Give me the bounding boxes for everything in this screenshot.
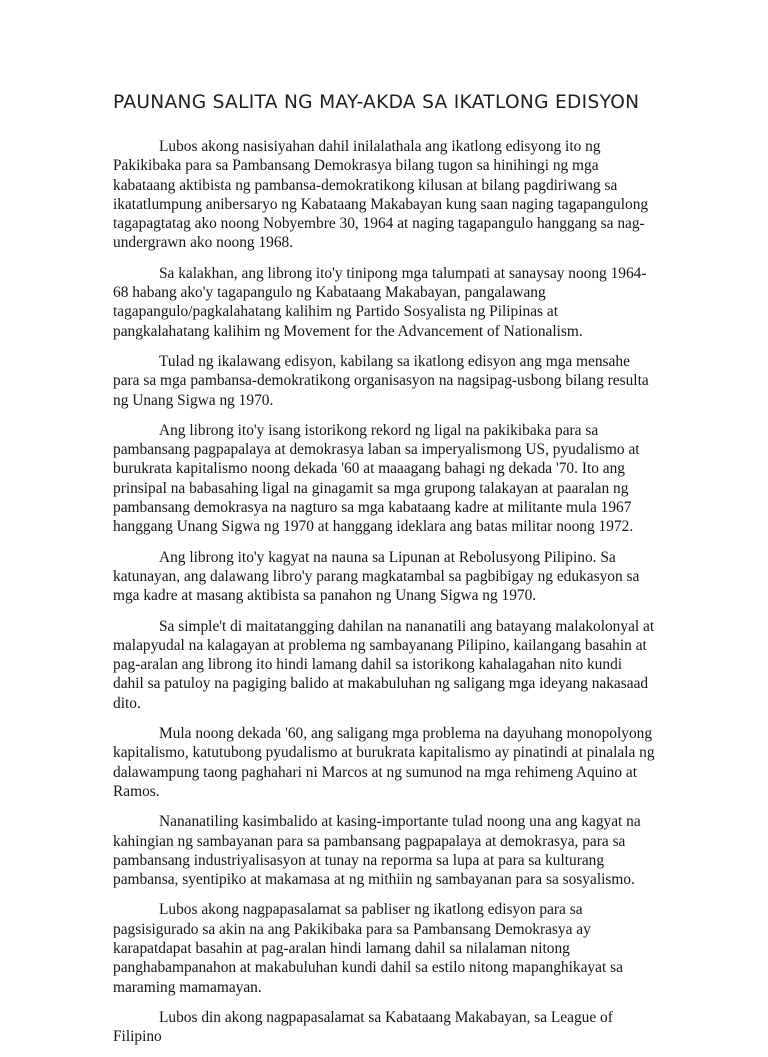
document-title: PAUNANG SALITA NG MAY-AKDA SA IKATLONG EDISYON xyxy=(113,92,640,113)
paragraph-4: Ang librong ito'y isang istorikong rekord ng ligal na pakikibaka para sa pambansang pagpapalaya at demokrasya laban sa imperyalismong US, pyudalismo at burukrata kapitalismo noong dekada '60 at maaagang bahagi ng dekada '70. Ito ang prinsipal na babasahing ligal na ginagamit sa mga grupong talakayan at paaralan ng pambansang demokrasya na nagturo sa mga kabataang kadre at militante mula 1967 hanggang Unang Sigwa ng 1970 at hanggang ideklara ang batas militar noong 1972. xyxy=(113,421,640,536)
paragraph-1: Lubos akong nasisiyahan dahil inilalathala ang ikatlong edisyong ito ng Pakikibaka para sa Pambansang Demokrasya bilang tugon sa hinihingi ng mga kabataang aktibista ng pambansa-demokratikong kilusan at bilang pagdiriwang sa ikatatlumpung anibersaryo ng Kabataang Makabayan kung saan naging tagapangulong tagapagtatag ako noong Nobyembre 30, 1964 at naging tagapangulo hanggang sa nag-undergrawn ako noong 1968. xyxy=(113,138,649,252)
paragraph-10: Lubos din akong nagpapasalamat sa Kabataang Makabayan, sa League of Filipino xyxy=(113,1008,613,1046)
paragraph-6: Sa simple't di maitatangging dahilan na nananatili ang batayang malakolonyal at malapyudal na kalagayan at problema ng sambayanang Pilipino, kailangang basahin at pag-aralan ang librong ito hindi lamang dahil sa istorikong kahalagahan nito kundi dahil sa patuloy na pagiging balido at makabuluhan ng saligang mga ideyang nakasaad dito. xyxy=(113,617,655,712)
paragraph-2: Sa kalakhan, ang librong ito'y tinipong mga talumpati at sanaysay noong 1964-68 habang ako'y tagapangulo ng Kabataang Makabayan, pangalawang tagapangulo/pagkalahatang kalihim ng Partido Sosyalista ng Pilipinas at pangkalahatang kalihim ng Movement for the Advancement of Nationalism. xyxy=(113,264,647,340)
paragraph-3: Tulad ng ikalawang edisyon, kabilang sa ikatlong edisyon ang mga mensahe para sa mga pambansa-demokratikong organisasyon na nagsipag-usbong bilang resulta ng Unang Sigwa ng 1970. xyxy=(113,352,649,409)
paragraph-9: Lubos akong nagpapasalamat sa pabliser ng ikatlong edisyon para sa pagsisigurado sa akin na ang Pakikibaka para sa Pambansang Demokrasya ay karapatdapat basahin at pag-aralan hindi lamang dahil sa nilalaman nitong panghabampanahon at makabuluhan kundi dahil sa estilo nitong mapanghikayat sa maraming mamamayan. xyxy=(113,901,623,996)
paragraph-7: Mula noong dekada '60, ang saligang mga problema na dayuhang monopolyong kapitalismo, katutubong pyudalismo at burukrata kapitalismo ay pinatindi at pinalala ng dalawampung taong paghahari ni Marcos at ng sumunod na mga rehimeng Aquino at Ramos. xyxy=(113,725,655,800)
paragraph-5: Ang librong ito'y kagyat na nauna sa Lipunan at Rebolusyong Pilipino. Sa katunayan, ang dalawang libro'y parang magkatambal sa pagbibigay ng edukasyon sa mga kadre at masang aktibista sa panahon ng Unang Sigwa ng 1970. xyxy=(113,548,640,605)
document-body xyxy=(113,137,655,1057)
paragraph-8: Nananatiling kasimbalido at kasing-importante tulad noong una ang kagyat na kahingian ng sambayanan para sa pambansang pagpapalaya at demokrasya, para sa pambansang industriyalisasyon at tunay na reporma sa lupa at para sa kulturang pambansa, syentipiko at makamasa at ng mithiin ng sambayanan para sa sosyalismo. xyxy=(113,813,641,889)
